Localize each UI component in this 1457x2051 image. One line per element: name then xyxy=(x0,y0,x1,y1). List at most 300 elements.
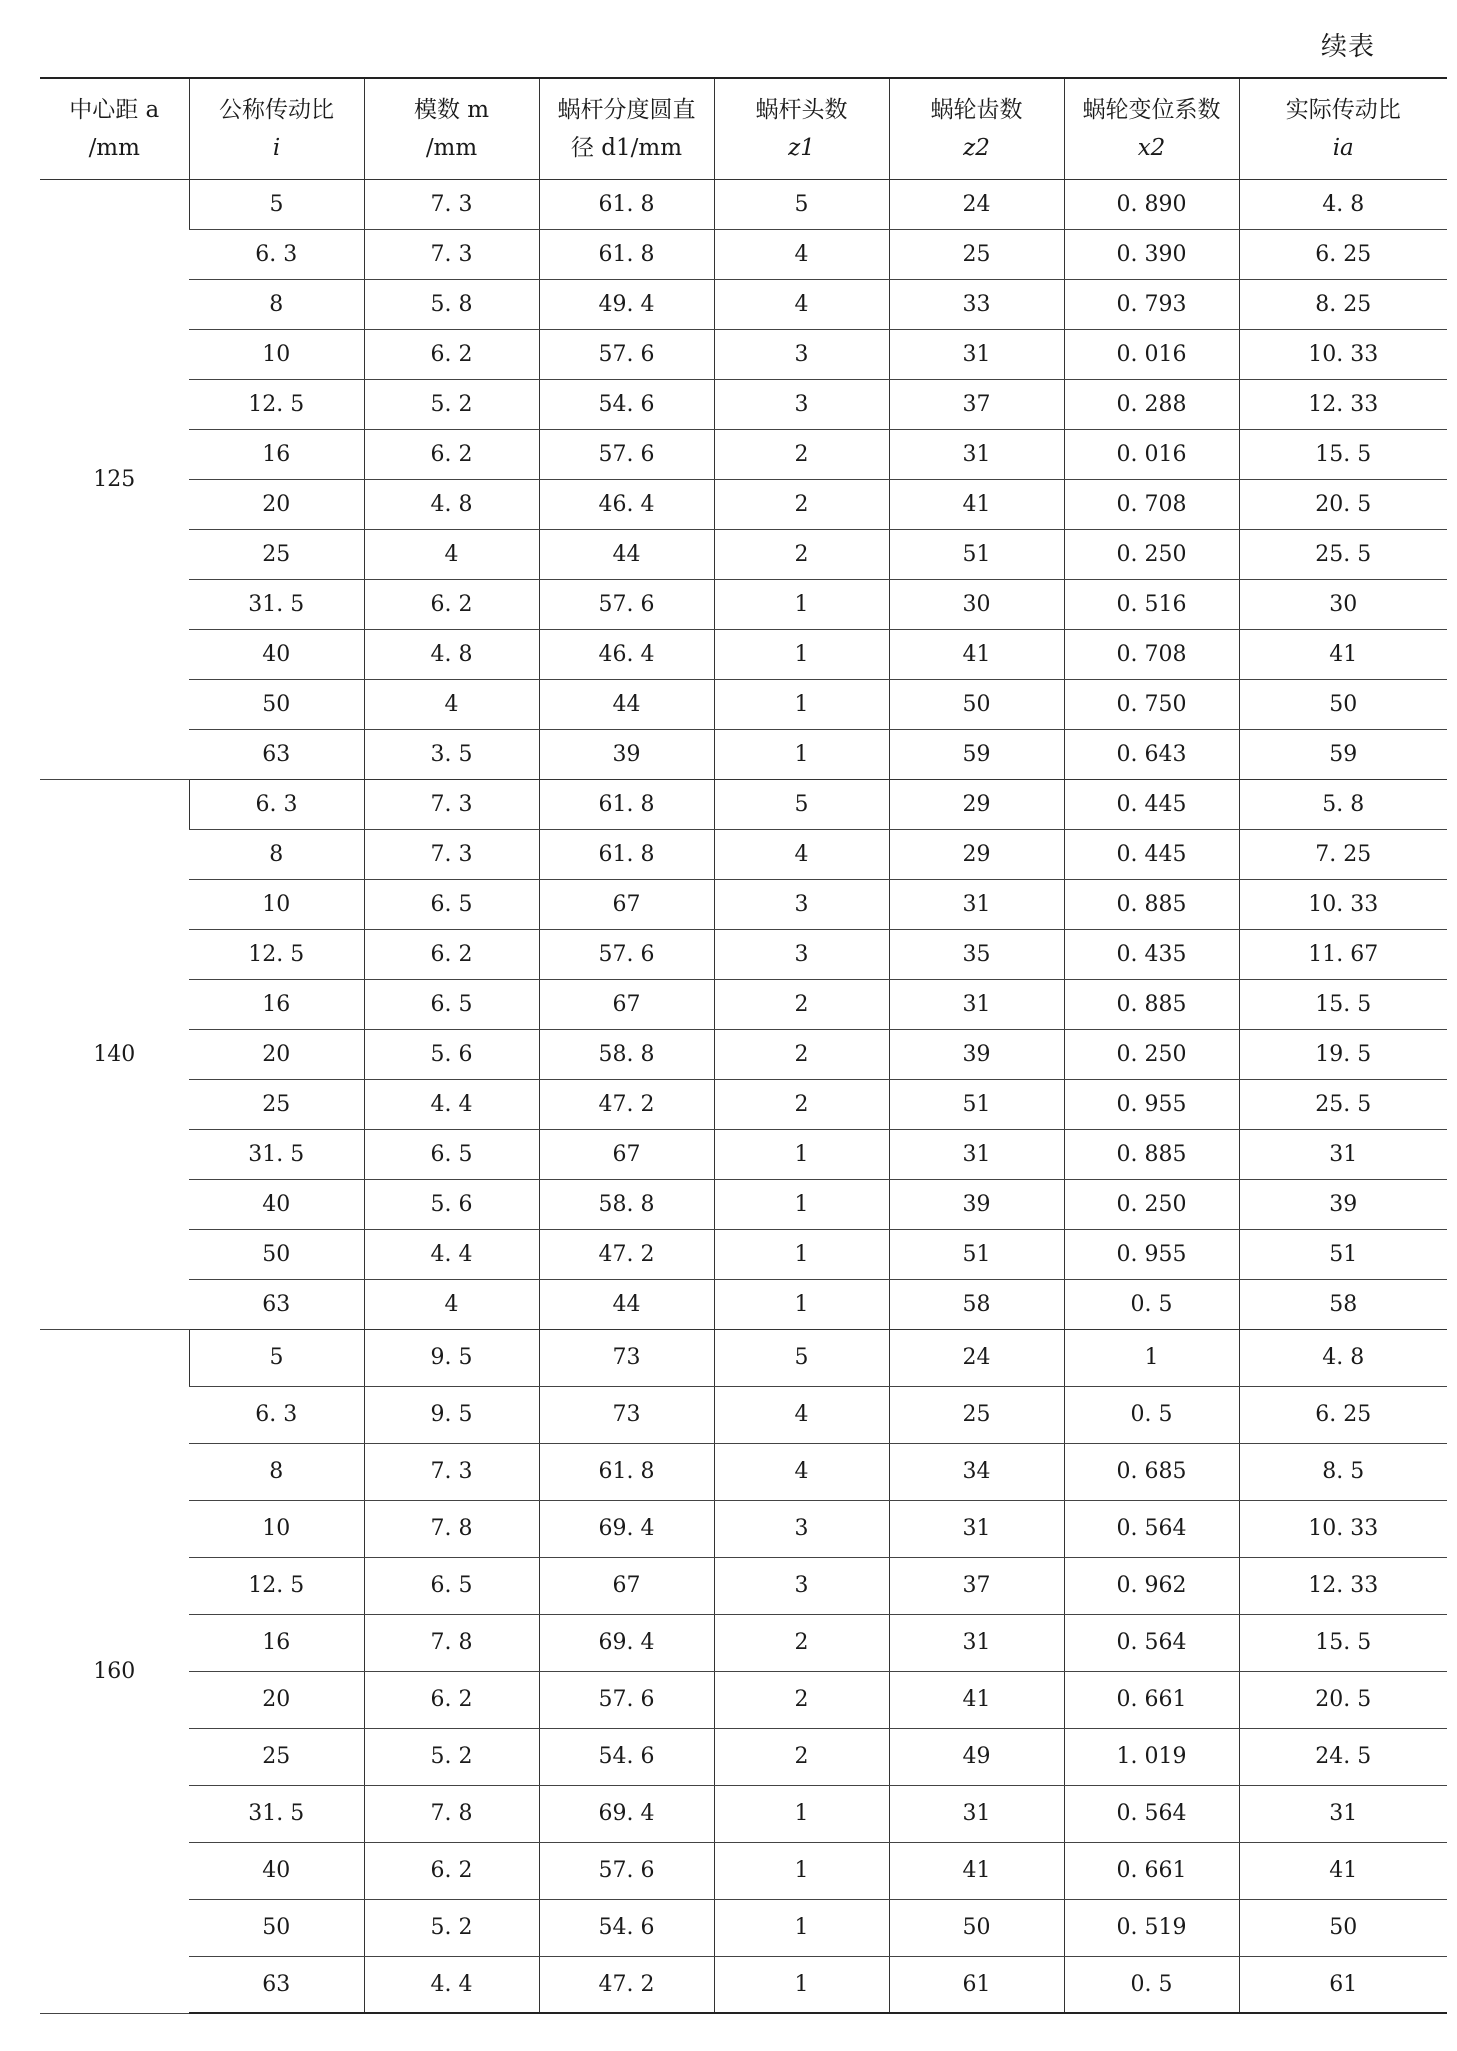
table-cell: 10 xyxy=(189,879,364,929)
table-cell: 1 xyxy=(714,1899,889,1956)
table-cell: 10. 33 xyxy=(1239,1500,1447,1557)
table-cell: 0. 564 xyxy=(1064,1614,1239,1671)
table-cell: 25. 5 xyxy=(1239,529,1447,579)
table-cell: 4 xyxy=(714,1443,889,1500)
table-cell: 4 xyxy=(714,1386,889,1443)
table-row xyxy=(40,1386,1447,1443)
table-cell: 4 xyxy=(364,679,539,729)
header-line1: 蜗杆分度圆直 xyxy=(557,96,696,123)
table-cell: 7. 8 xyxy=(364,1614,539,1671)
table-cell: 6. 2 xyxy=(364,1671,539,1728)
table-row xyxy=(40,379,1447,429)
table-row xyxy=(40,1500,1447,1557)
table-cell: 31 xyxy=(889,1785,1064,1842)
table-cell: 9. 5 xyxy=(364,1386,539,1443)
table-cell: 50 xyxy=(1239,679,1447,729)
table-cell: 29 xyxy=(889,779,1064,829)
table-cell: 2 xyxy=(714,529,889,579)
table-cell: 40 xyxy=(189,1179,364,1229)
table-cell: 0. 750 xyxy=(1064,679,1239,729)
table-cell: 0. 250 xyxy=(1064,1179,1239,1229)
table-cell: 0. 390 xyxy=(1064,229,1239,279)
header-module xyxy=(364,78,539,179)
table-cell: 16 xyxy=(189,979,364,1029)
center-distance-cell: 160 xyxy=(40,1329,189,2013)
table-cell: 30 xyxy=(1239,579,1447,629)
header-line2: 径 d1/mm xyxy=(570,134,683,161)
table-cell: 7. 3 xyxy=(364,1443,539,1500)
table-cell: 25 xyxy=(189,1728,364,1785)
table-row xyxy=(40,279,1447,329)
table-cell: 6. 2 xyxy=(364,429,539,479)
table-cell: 0. 016 xyxy=(1064,429,1239,479)
table-cell: 50 xyxy=(189,1229,364,1279)
table-cell: 41 xyxy=(889,629,1064,679)
table-cell: 67 xyxy=(539,1129,714,1179)
table-cell: 2 xyxy=(714,479,889,529)
table-row xyxy=(40,329,1447,379)
table-cell: 57. 6 xyxy=(539,1842,714,1899)
table-cell: 4 xyxy=(364,529,539,579)
table-cell: 49. 4 xyxy=(539,279,714,329)
table-cell: 1 xyxy=(714,1129,889,1179)
table-cell: 49 xyxy=(889,1728,1064,1785)
header-line1: 蜗杆头数 xyxy=(755,96,848,123)
table-cell: 7. 25 xyxy=(1239,829,1447,879)
table-cell: 0. 793 xyxy=(1064,279,1239,329)
table-cell: 73 xyxy=(539,1329,714,1386)
table-cell: 4. 4 xyxy=(364,1956,539,2013)
table-cell: 54. 6 xyxy=(539,1728,714,1785)
table-row xyxy=(40,779,1447,829)
table-cell: 31 xyxy=(889,879,1064,929)
header-worm-starts xyxy=(714,78,889,179)
table-cell: 10 xyxy=(189,1500,364,1557)
table-cell: 69. 4 xyxy=(539,1785,714,1842)
table-cell: 6. 5 xyxy=(364,979,539,1029)
table-cell: 5. 2 xyxy=(364,1899,539,1956)
table-row xyxy=(40,1956,1447,2013)
table-cell: 58. 8 xyxy=(539,1179,714,1229)
table-cell: 7. 8 xyxy=(364,1500,539,1557)
table-cell: 31 xyxy=(889,1614,1064,1671)
table-row xyxy=(40,529,1447,579)
table-cell: 0. 890 xyxy=(1064,179,1239,229)
table-cell: 50 xyxy=(889,679,1064,729)
table-cell: 54. 6 xyxy=(539,379,714,429)
table-cell: 24. 5 xyxy=(1239,1728,1447,1785)
table-cell: 57. 6 xyxy=(539,929,714,979)
table-cell: 3 xyxy=(714,379,889,429)
table-cell: 31. 5 xyxy=(189,579,364,629)
table-cell: 3 xyxy=(714,329,889,379)
table-cell: 58. 8 xyxy=(539,1029,714,1079)
table-cell: 6. 2 xyxy=(364,929,539,979)
table-cell: 0. 955 xyxy=(1064,1079,1239,1129)
table-cell: 51 xyxy=(889,1229,1064,1279)
table-cell: 1 xyxy=(714,1179,889,1229)
table-cell: 41 xyxy=(1239,1842,1447,1899)
table-cell: 16 xyxy=(189,1614,364,1671)
table-cell: 4. 4 xyxy=(364,1229,539,1279)
table-cell: 41 xyxy=(1239,629,1447,679)
table-cell: 51 xyxy=(1239,1229,1447,1279)
table-cell: 7. 3 xyxy=(364,779,539,829)
table-cell: 59 xyxy=(1239,729,1447,779)
table-row xyxy=(40,579,1447,629)
table-cell: 1 xyxy=(714,1842,889,1899)
header-line1: 蜗轮变位系数 xyxy=(1082,96,1221,123)
table-cell: 61 xyxy=(1239,1956,1447,2013)
header-line1: 模数 m xyxy=(413,96,490,123)
table-cell: 1 xyxy=(714,1785,889,1842)
table-cell: 6. 3 xyxy=(189,1386,364,1443)
table-cell: 0. 435 xyxy=(1064,929,1239,979)
table-cell: 2 xyxy=(714,1029,889,1079)
table-cell: 25 xyxy=(189,1079,364,1129)
table-cell: 25 xyxy=(189,529,364,579)
table-cell: 0. 708 xyxy=(1064,479,1239,529)
table-cell: 0. 661 xyxy=(1064,1671,1239,1728)
table-cell: 31 xyxy=(889,1129,1064,1179)
table-cell: 50 xyxy=(189,1899,364,1956)
table-cell: 2 xyxy=(714,979,889,1029)
table-cell: 0. 445 xyxy=(1064,829,1239,879)
table-cell: 1 xyxy=(714,1956,889,2013)
table-cell: 25 xyxy=(889,229,1064,279)
table-cell: 0. 708 xyxy=(1064,629,1239,679)
table-cell: 69. 4 xyxy=(539,1500,714,1557)
table-cell: 46. 4 xyxy=(539,629,714,679)
table-cell: 51 xyxy=(889,529,1064,579)
table-cell: 37 xyxy=(889,1557,1064,1614)
header-nominal-ratio xyxy=(189,78,364,179)
table-cell: 19. 5 xyxy=(1239,1029,1447,1079)
table-cell: 67 xyxy=(539,879,714,929)
table-cell: 4. 8 xyxy=(1239,1329,1447,1386)
table-cell: 31 xyxy=(1239,1129,1447,1179)
table-cell: 20 xyxy=(189,1671,364,1728)
table-cell: 34 xyxy=(889,1443,1064,1500)
table-row xyxy=(40,1129,1447,1179)
table-cell: 7. 3 xyxy=(364,829,539,879)
header-line1: 实际传动比 xyxy=(1285,96,1401,123)
table-cell: 54. 6 xyxy=(539,1899,714,1956)
table-cell: 20 xyxy=(189,1029,364,1079)
table-cell: 6. 5 xyxy=(364,1129,539,1179)
table-cell: 57. 6 xyxy=(539,579,714,629)
table-row xyxy=(40,729,1447,779)
table-cell: 37 xyxy=(889,379,1064,429)
table-cell: 5 xyxy=(714,779,889,829)
table-cell: 40 xyxy=(189,629,364,679)
table-cell: 16 xyxy=(189,429,364,479)
table-cell: 44 xyxy=(539,1279,714,1329)
table-cell: 12. 5 xyxy=(189,929,364,979)
table-cell: 5 xyxy=(714,1329,889,1386)
table-cell: 0. 250 xyxy=(1064,1029,1239,1079)
table-cell: 41 xyxy=(889,1671,1064,1728)
table-cell: 0. 885 xyxy=(1064,1129,1239,1179)
table-cell: 12. 33 xyxy=(1239,1557,1447,1614)
table-cell: 5. 2 xyxy=(364,1728,539,1785)
header-center-distance xyxy=(40,78,189,179)
table-cell: 24 xyxy=(889,1329,1064,1386)
center-distance-cell: 125 xyxy=(40,179,189,779)
table-cell: 59 xyxy=(889,729,1064,779)
table-cell: 1 xyxy=(714,679,889,729)
table-cell: 6. 3 xyxy=(189,779,364,829)
table-row xyxy=(40,829,1447,879)
table-cell: 5. 8 xyxy=(1239,779,1447,829)
table-cell: 67 xyxy=(539,1557,714,1614)
table-cell: 0. 885 xyxy=(1064,879,1239,929)
table-cell: 10 xyxy=(189,329,364,379)
table-cell: 67 xyxy=(539,979,714,1029)
header-line2: /mm xyxy=(88,134,140,161)
table-cell: 39 xyxy=(889,1029,1064,1079)
table-cell: 47. 2 xyxy=(539,1229,714,1279)
table-row xyxy=(40,179,1447,229)
table-cell: 2 xyxy=(714,1614,889,1671)
table-row xyxy=(40,1279,1447,1329)
table-cell: 47. 2 xyxy=(539,1956,714,2013)
continuation-label: 续表 xyxy=(1320,32,1375,62)
table-cell: 0. 5 xyxy=(1064,1956,1239,2013)
header-line2: z2 xyxy=(963,134,990,161)
table-cell: 20. 5 xyxy=(1239,1671,1447,1728)
table-cell: 4 xyxy=(714,279,889,329)
table-cell: 6. 25 xyxy=(1239,229,1447,279)
table-cell: 6. 2 xyxy=(364,329,539,379)
table-cell: 24 xyxy=(889,179,1064,229)
table-cell: 25. 5 xyxy=(1239,1079,1447,1129)
table-cell: 0. 445 xyxy=(1064,779,1239,829)
table-cell: 0. 5 xyxy=(1064,1279,1239,1329)
table-cell: 61 xyxy=(889,1956,1064,2013)
table-cell: 4. 8 xyxy=(364,629,539,679)
table-cell: 57. 6 xyxy=(539,1671,714,1728)
table-cell: 20 xyxy=(189,479,364,529)
table-cell: 8 xyxy=(189,1443,364,1500)
table-row xyxy=(40,1179,1447,1229)
table-cell: 44 xyxy=(539,529,714,579)
table-cell: 2 xyxy=(714,1079,889,1129)
table-cell: 9. 5 xyxy=(364,1329,539,1386)
table-cell: 25 xyxy=(889,1386,1064,1443)
table-cell: 50 xyxy=(189,679,364,729)
table-cell: 0. 288 xyxy=(1064,379,1239,429)
table-cell: 2 xyxy=(714,1671,889,1728)
table-cell: 0. 250 xyxy=(1064,529,1239,579)
table-cell: 29 xyxy=(889,829,1064,879)
table-cell: 4. 8 xyxy=(364,479,539,529)
header-line1: 中心距 a xyxy=(69,96,160,123)
table-cell: 35 xyxy=(889,929,1064,979)
header-line2: /mm xyxy=(425,134,478,161)
table-cell: 73 xyxy=(539,1386,714,1443)
table-cell: 0. 885 xyxy=(1064,979,1239,1029)
table-row xyxy=(40,1728,1447,1785)
header-line2: ia xyxy=(1332,134,1354,161)
table-cell: 50 xyxy=(1239,1899,1447,1956)
table-cell: 2 xyxy=(714,1728,889,1785)
table-row xyxy=(40,1557,1447,1614)
table-row xyxy=(40,1842,1447,1899)
table-cell: 6. 5 xyxy=(364,1557,539,1614)
table-cell: 31. 5 xyxy=(189,1785,364,1842)
table-row xyxy=(40,1899,1447,1956)
table-cell: 31 xyxy=(889,979,1064,1029)
table-cell: 40 xyxy=(189,1842,364,1899)
table-cell: 6. 3 xyxy=(189,229,364,279)
table-cell: 1 xyxy=(714,1279,889,1329)
table-cell: 0. 962 xyxy=(1064,1557,1239,1614)
table-cell: 15. 5 xyxy=(1239,1614,1447,1671)
table-row xyxy=(40,879,1447,929)
table-row xyxy=(40,1029,1447,1079)
table-cell: 11. 67 xyxy=(1239,929,1447,979)
center-distance-cell: 140 xyxy=(40,779,189,1329)
table-cell: 57. 6 xyxy=(539,329,714,379)
table-row xyxy=(40,1614,1447,1671)
table-cell: 5 xyxy=(189,1329,364,1386)
table-cell: 3 xyxy=(714,879,889,929)
table-cell: 1 xyxy=(714,1229,889,1279)
table-cell: 0. 564 xyxy=(1064,1785,1239,1842)
table-header xyxy=(40,78,1447,179)
table-cell: 33 xyxy=(889,279,1064,329)
table-cell: 30 xyxy=(889,579,1064,629)
table-cell: 3. 5 xyxy=(364,729,539,779)
table-row xyxy=(40,1329,1447,1386)
table-cell: 63 xyxy=(189,1956,364,2013)
table-cell: 5. 6 xyxy=(364,1179,539,1229)
table-cell: 8. 25 xyxy=(1239,279,1447,329)
table-cell: 10. 33 xyxy=(1239,329,1447,379)
table-cell: 4 xyxy=(364,1279,539,1329)
table-cell: 7. 3 xyxy=(364,229,539,279)
table-cell: 39 xyxy=(889,1179,1064,1229)
table-row xyxy=(40,1785,1447,1842)
table-cell: 63 xyxy=(189,1279,364,1329)
table-cell: 1. 019 xyxy=(1064,1728,1239,1785)
table-cell: 6. 25 xyxy=(1239,1386,1447,1443)
table-row xyxy=(40,679,1447,729)
table-cell: 1 xyxy=(714,629,889,679)
table-cell: 20. 5 xyxy=(1239,479,1447,529)
table-cell: 4. 4 xyxy=(364,1079,539,1129)
table-cell: 5. 8 xyxy=(364,279,539,329)
table-cell: 12. 5 xyxy=(189,379,364,429)
table-cell: 4 xyxy=(714,829,889,879)
table-cell: 5 xyxy=(189,179,364,229)
table-cell: 3 xyxy=(714,1500,889,1557)
table-cell: 31 xyxy=(889,329,1064,379)
header-worm-pitch-diameter xyxy=(539,78,714,179)
header-line2: x2 xyxy=(1137,134,1166,161)
table-cell: 61. 8 xyxy=(539,1443,714,1500)
table-cell: 61. 8 xyxy=(539,829,714,879)
table-cell: 31. 5 xyxy=(189,1129,364,1179)
table-cell: 6. 5 xyxy=(364,879,539,929)
table-cell: 3 xyxy=(714,1557,889,1614)
table-cell: 4 xyxy=(714,229,889,279)
table-cell: 1 xyxy=(1064,1329,1239,1386)
table-row xyxy=(40,1079,1447,1129)
table-cell: 61. 8 xyxy=(539,179,714,229)
header-line2: z1 xyxy=(788,134,815,161)
table-cell: 1 xyxy=(714,729,889,779)
table-cell: 61. 8 xyxy=(539,229,714,279)
table-cell: 8 xyxy=(189,279,364,329)
table-cell: 51 xyxy=(889,1079,1064,1129)
table-row xyxy=(40,929,1447,979)
table-row xyxy=(40,429,1447,479)
table-cell: 31 xyxy=(1239,1785,1447,1842)
table-cell: 46. 4 xyxy=(539,479,714,529)
table-cell: 50 xyxy=(889,1899,1064,1956)
table-cell: 8 xyxy=(189,829,364,879)
table-cell: 0. 519 xyxy=(1064,1899,1239,1956)
table-cell: 0. 955 xyxy=(1064,1229,1239,1279)
table-cell: 44 xyxy=(539,679,714,729)
table-cell: 0. 564 xyxy=(1064,1500,1239,1557)
worm-gear-parameter-table xyxy=(40,77,1447,2014)
table-cell: 15. 5 xyxy=(1239,429,1447,479)
table-row xyxy=(40,979,1447,1029)
table-cell: 3 xyxy=(714,929,889,979)
table-cell: 61. 8 xyxy=(539,779,714,829)
table-row xyxy=(40,629,1447,679)
table-cell: 0. 5 xyxy=(1064,1386,1239,1443)
table-cell: 0. 685 xyxy=(1064,1443,1239,1500)
table-cell: 12. 33 xyxy=(1239,379,1447,429)
table-row xyxy=(40,229,1447,279)
table-cell: 0. 516 xyxy=(1064,579,1239,629)
table-cell: 31 xyxy=(889,1500,1064,1557)
table-cell: 0. 016 xyxy=(1064,329,1239,379)
table-cell: 5. 2 xyxy=(364,379,539,429)
table-body xyxy=(40,179,1447,2013)
table-cell: 39 xyxy=(539,729,714,779)
table-cell: 1 xyxy=(714,579,889,629)
table-cell: 0. 661 xyxy=(1064,1842,1239,1899)
table-row xyxy=(40,1443,1447,1500)
table-cell: 6. 2 xyxy=(364,579,539,629)
header-wheel-teeth xyxy=(889,78,1064,179)
table-cell: 15. 5 xyxy=(1239,979,1447,1029)
table-cell: 8. 5 xyxy=(1239,1443,1447,1500)
table-cell: 7. 8 xyxy=(364,1785,539,1842)
table-cell: 58 xyxy=(889,1279,1064,1329)
table-cell: 0. 643 xyxy=(1064,729,1239,779)
table-cell: 39 xyxy=(1239,1179,1447,1229)
table-cell: 58 xyxy=(1239,1279,1447,1329)
table-cell: 57. 6 xyxy=(539,429,714,479)
table-cell: 6. 2 xyxy=(364,1842,539,1899)
header-wheel-profile-shift xyxy=(1064,78,1239,179)
header-line2: i xyxy=(272,134,281,161)
header-actual-ratio xyxy=(1239,78,1447,179)
table-cell: 2 xyxy=(714,429,889,479)
header-line1: 公称传动比 xyxy=(219,96,334,123)
table-cell: 41 xyxy=(889,1842,1064,1899)
header-line1: 蜗轮齿数 xyxy=(930,96,1023,123)
table-row xyxy=(40,1229,1447,1279)
table-cell: 5. 6 xyxy=(364,1029,539,1079)
table-cell: 10. 33 xyxy=(1239,879,1447,929)
